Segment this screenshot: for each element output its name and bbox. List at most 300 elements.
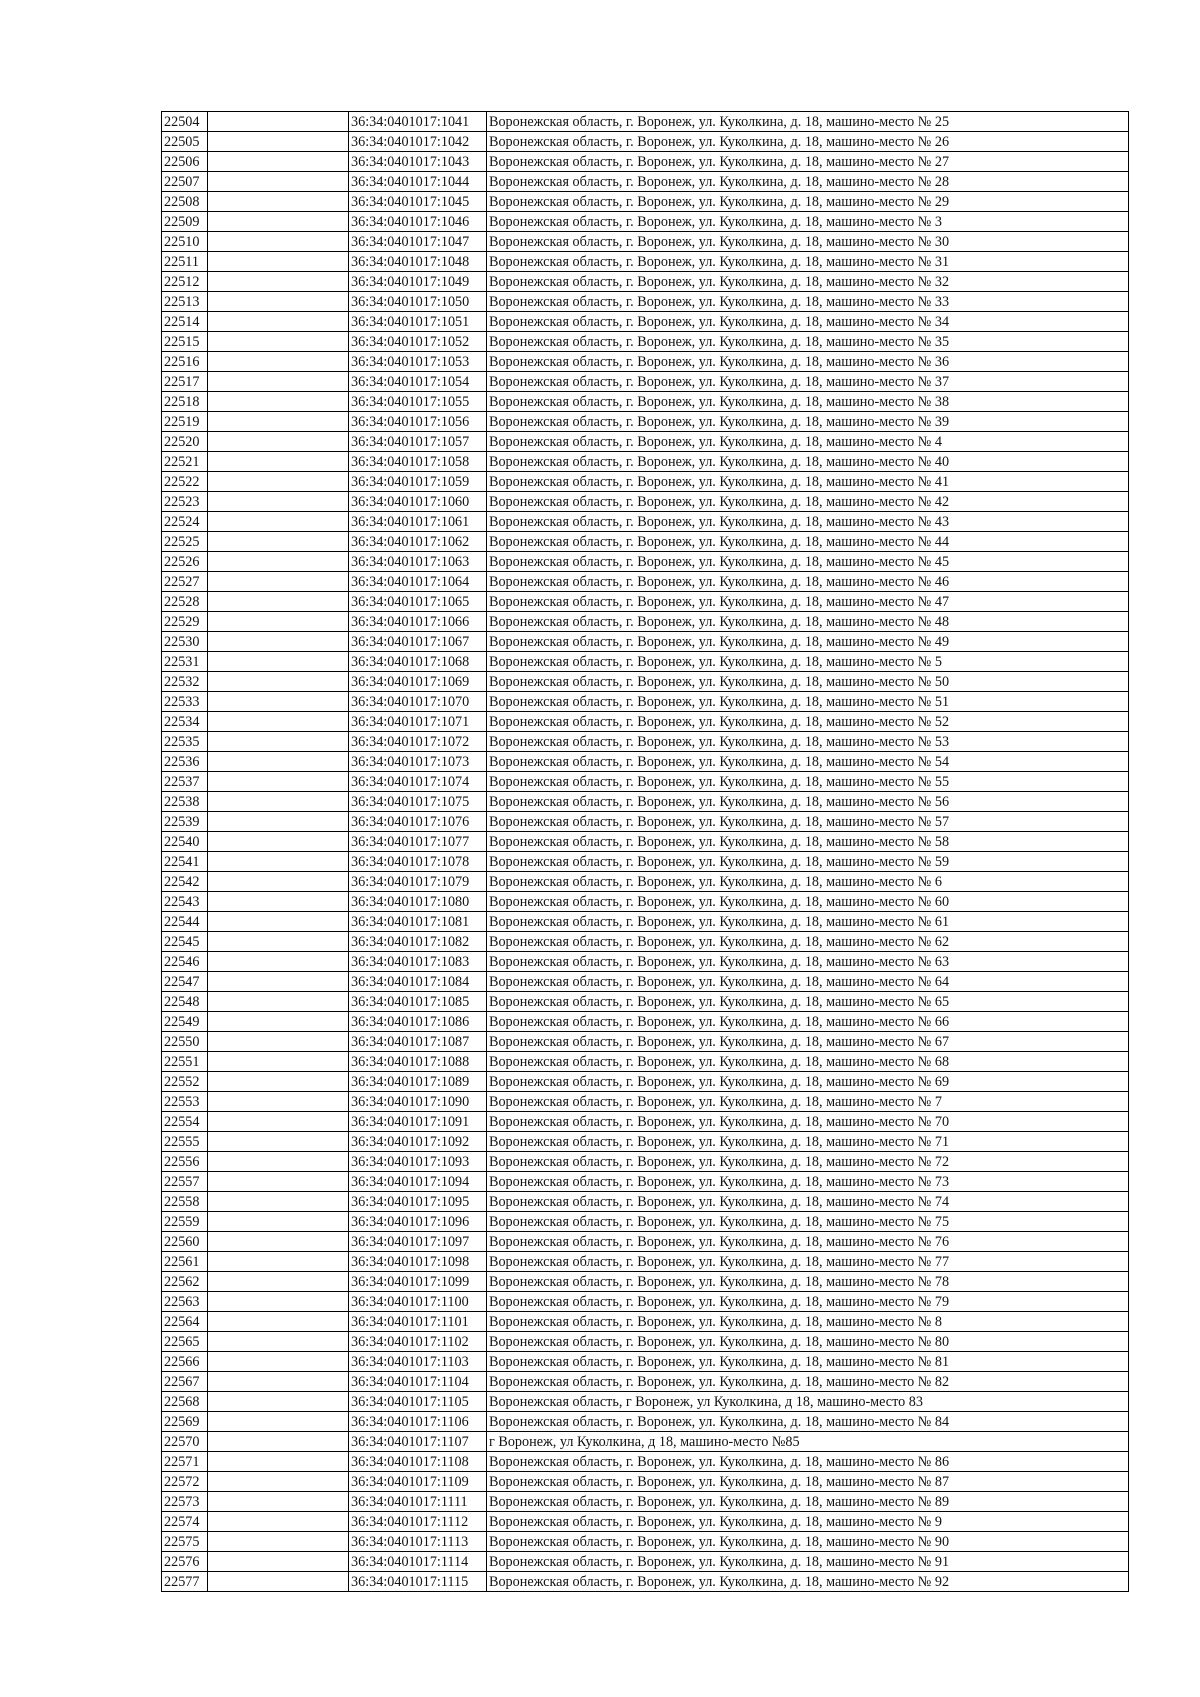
table-row bbox=[162, 112, 1129, 132]
row-number-cell: 22513 bbox=[162, 292, 208, 312]
row-number-cell: 22522 bbox=[162, 472, 208, 492]
cadastral-number-cell: 36:34:0401017:1114 bbox=[349, 1552, 487, 1572]
table-row bbox=[162, 1472, 1129, 1492]
row-number-cell: 22554 bbox=[162, 1112, 208, 1132]
address-cell: Воронежская область, г. Воронеж, ул. Куколкина, д. 18, машино-место № 45 bbox=[487, 552, 1129, 572]
table-row bbox=[162, 692, 1129, 712]
table-row bbox=[162, 552, 1129, 572]
row-number-cell: 22574 bbox=[162, 1512, 208, 1532]
address-cell: Воронежская область, г. Воронеж, ул. Куколкина, д. 18, машино-место № 71 bbox=[487, 1132, 1129, 1152]
row-number-cell: 22568 bbox=[162, 1392, 208, 1412]
cadastral-number-cell: 36:34:0401017:1051 bbox=[349, 312, 487, 332]
empty-cell bbox=[208, 232, 349, 252]
table-row bbox=[162, 632, 1129, 652]
empty-cell bbox=[208, 1252, 349, 1272]
table-row bbox=[162, 572, 1129, 592]
empty-cell bbox=[208, 1212, 349, 1232]
table-row bbox=[162, 1292, 1129, 1312]
cadastral-number-cell: 36:34:0401017:1068 bbox=[349, 652, 487, 672]
address-cell: Воронежская область, г. Воронеж, ул. Куколкина, д. 18, машино-место № 4 bbox=[487, 432, 1129, 452]
row-number-cell: 22573 bbox=[162, 1492, 208, 1512]
empty-cell bbox=[208, 672, 349, 692]
row-number-cell: 22547 bbox=[162, 972, 208, 992]
row-number-cell: 22537 bbox=[162, 772, 208, 792]
cadastral-number-cell: 36:34:0401017:1098 bbox=[349, 1252, 487, 1272]
cadastral-number-cell: 36:34:0401017:1094 bbox=[349, 1172, 487, 1192]
cadastral-number-cell: 36:34:0401017:1042 bbox=[349, 132, 487, 152]
table-row bbox=[162, 1012, 1129, 1032]
cadastral-number-cell: 36:34:0401017:1112 bbox=[349, 1512, 487, 1532]
cadastral-number-cell: 36:34:0401017:1097 bbox=[349, 1232, 487, 1252]
address-cell: Воронежская область, г. Воронеж, ул. Куколкина, д. 18, машино-место № 41 bbox=[487, 472, 1129, 492]
address-cell: Воронежская область, г. Воронеж, ул. Куколкина, д. 18, машино-место № 31 bbox=[487, 252, 1129, 272]
row-number-cell: 22569 bbox=[162, 1412, 208, 1432]
table-row bbox=[162, 1572, 1129, 1592]
address-cell: Воронежская область, г. Воронеж, ул. Куколкина, д. 18, машино-место № 37 bbox=[487, 372, 1129, 392]
empty-cell bbox=[208, 1452, 349, 1472]
table-row bbox=[162, 952, 1129, 972]
row-number-cell: 22514 bbox=[162, 312, 208, 332]
row-number-cell: 22519 bbox=[162, 412, 208, 432]
address-cell: Воронежская область, г. Воронеж, ул. Куколкина, д. 18, машино-место № 72 bbox=[487, 1152, 1129, 1172]
address-cell: Воронежская область, г. Воронеж, ул. Куколкина, д. 18, машино-место № 79 bbox=[487, 1292, 1129, 1312]
address-cell: Воронежская область, г. Воронеж, ул. Куколкина, д. 18, машино-место № 69 bbox=[487, 1072, 1129, 1092]
table-row bbox=[162, 412, 1129, 432]
empty-cell bbox=[208, 1192, 349, 1212]
empty-cell bbox=[208, 492, 349, 512]
row-number-cell: 22541 bbox=[162, 852, 208, 872]
empty-cell bbox=[208, 252, 349, 272]
table-row bbox=[162, 832, 1129, 852]
table-row bbox=[162, 1452, 1129, 1472]
address-cell: Воронежская область, г. Воронеж, ул. Куколкина, д. 18, машино-место № 89 bbox=[487, 1492, 1129, 1512]
cadastral-number-cell: 36:34:0401017:1062 bbox=[349, 532, 487, 552]
table-row bbox=[162, 292, 1129, 312]
row-number-cell: 22570 bbox=[162, 1432, 208, 1452]
table-row bbox=[162, 1112, 1129, 1132]
address-cell: Воронежская область, г. Воронеж, ул. Куколкина, д. 18, машино-место № 54 bbox=[487, 752, 1129, 772]
cadastral-number-cell: 36:34:0401017:1089 bbox=[349, 1072, 487, 1092]
table-row bbox=[162, 472, 1129, 492]
cadastral-number-cell: 36:34:0401017:1057 bbox=[349, 432, 487, 452]
empty-cell bbox=[208, 152, 349, 172]
address-cell: Воронежская область, г. Воронеж, ул. Куколкина, д. 18, машино-место № 63 bbox=[487, 952, 1129, 972]
empty-cell bbox=[208, 792, 349, 812]
table-row bbox=[162, 1432, 1129, 1452]
address-cell: Воронежская область, г. Воронеж, ул. Куколкина, д. 18, машино-место № 48 bbox=[487, 612, 1129, 632]
empty-cell bbox=[208, 452, 349, 472]
row-number-cell: 22510 bbox=[162, 232, 208, 252]
row-number-cell: 22550 bbox=[162, 1032, 208, 1052]
empty-cell bbox=[208, 112, 349, 132]
table-row bbox=[162, 332, 1129, 352]
cadastral-number-cell: 36:34:0401017:1074 bbox=[349, 772, 487, 792]
address-cell: Воронежская область, г. Воронеж, ул. Куколкина, д. 18, машино-место № 7 bbox=[487, 1092, 1129, 1112]
empty-cell bbox=[208, 812, 349, 832]
table-row bbox=[162, 392, 1129, 412]
table-row bbox=[162, 932, 1129, 952]
cadastral-number-cell: 36:34:0401017:1056 bbox=[349, 412, 487, 432]
empty-cell bbox=[208, 1112, 349, 1132]
address-cell: Воронежская область, г. Воронеж, ул. Куколкина, д. 18, машино-место № 78 bbox=[487, 1272, 1129, 1292]
table-row bbox=[162, 132, 1129, 152]
row-number-cell: 22559 bbox=[162, 1212, 208, 1232]
address-cell: Воронежская область, г. Воронеж, ул. Куколкина, д. 18, машино-место № 75 bbox=[487, 1212, 1129, 1232]
empty-cell bbox=[208, 1092, 349, 1112]
empty-cell bbox=[208, 772, 349, 792]
empty-cell bbox=[208, 1532, 349, 1552]
address-cell: Воронежская область, г. Воронеж, ул. Куколкина, д. 18, машино-место № 42 bbox=[487, 492, 1129, 512]
row-number-cell: 22504 bbox=[162, 112, 208, 132]
address-cell: Воронежская область, г. Воронеж, ул. Куколкина, д. 18, машино-место № 25 bbox=[487, 112, 1129, 132]
cadastral-number-cell: 36:34:0401017:1075 bbox=[349, 792, 487, 812]
cadastral-number-cell: 36:34:0401017:1052 bbox=[349, 332, 487, 352]
address-cell: Воронежская область, г. Воронеж, ул. Куколкина, д. 18, машино-место № 58 bbox=[487, 832, 1129, 852]
empty-cell bbox=[208, 1392, 349, 1412]
row-number-cell: 22523 bbox=[162, 492, 208, 512]
cadastral-number-cell: 36:34:0401017:1058 bbox=[349, 452, 487, 472]
empty-cell bbox=[208, 1512, 349, 1532]
empty-cell bbox=[208, 432, 349, 452]
empty-cell bbox=[208, 852, 349, 872]
table-row bbox=[162, 732, 1129, 752]
row-number-cell: 22542 bbox=[162, 872, 208, 892]
table-row bbox=[162, 1212, 1129, 1232]
cadastral-number-cell: 36:34:0401017:1077 bbox=[349, 832, 487, 852]
empty-cell bbox=[208, 612, 349, 632]
cadastral-number-cell: 36:34:0401017:1070 bbox=[349, 692, 487, 712]
empty-cell bbox=[208, 272, 349, 292]
row-number-cell: 22545 bbox=[162, 932, 208, 952]
row-number-cell: 22539 bbox=[162, 812, 208, 832]
cadastral-number-cell: 36:34:0401017:1104 bbox=[349, 1372, 487, 1392]
cadastral-number-cell: 36:34:0401017:1064 bbox=[349, 572, 487, 592]
address-cell: Воронежская область, г. Воронеж, ул. Куколкина, д. 18, машино-место № 67 bbox=[487, 1032, 1129, 1052]
empty-cell bbox=[208, 872, 349, 892]
empty-cell bbox=[208, 1032, 349, 1052]
address-cell: Воронежская область, г. Воронеж, ул. Куколкина, д. 18, машино-место № 74 bbox=[487, 1192, 1129, 1212]
cadastral-number-cell: 36:34:0401017:1079 bbox=[349, 872, 487, 892]
address-cell: Воронежская область, г Воронеж, ул Куколкина, д 18, машино-место 83 bbox=[487, 1392, 1129, 1412]
table-row bbox=[162, 972, 1129, 992]
empty-cell bbox=[208, 1412, 349, 1432]
row-number-cell: 22527 bbox=[162, 572, 208, 592]
table-row bbox=[162, 912, 1129, 932]
address-cell: Воронежская область, г. Воронеж, ул. Куколкина, д. 18, машино-место № 92 bbox=[487, 1572, 1129, 1592]
table-row bbox=[162, 312, 1129, 332]
row-number-cell: 22564 bbox=[162, 1312, 208, 1332]
table-row bbox=[162, 212, 1129, 232]
empty-cell bbox=[208, 1012, 349, 1032]
table-row bbox=[162, 272, 1129, 292]
row-number-cell: 22518 bbox=[162, 392, 208, 412]
registry-table-body bbox=[162, 112, 1129, 1592]
empty-cell bbox=[208, 692, 349, 712]
row-number-cell: 22521 bbox=[162, 452, 208, 472]
row-number-cell: 22515 bbox=[162, 332, 208, 352]
address-cell: Воронежская область, г. Воронеж, ул. Куколкина, д. 18, машино-место № 38 bbox=[487, 392, 1129, 412]
cadastral-number-cell: 36:34:0401017:1065 bbox=[349, 592, 487, 612]
table-row bbox=[162, 1252, 1129, 1272]
cadastral-number-cell: 36:34:0401017:1043 bbox=[349, 152, 487, 172]
table-row bbox=[162, 592, 1129, 612]
row-number-cell: 22546 bbox=[162, 952, 208, 972]
table-row bbox=[162, 352, 1129, 372]
row-number-cell: 22565 bbox=[162, 1332, 208, 1352]
cadastral-number-cell: 36:34:0401017:1076 bbox=[349, 812, 487, 832]
address-cell: Воронежская область, г. Воронеж, ул. Куколкина, д. 18, машино-место № 73 bbox=[487, 1172, 1129, 1192]
row-number-cell: 22558 bbox=[162, 1192, 208, 1212]
address-cell: Воронежская область, г. Воронеж, ул. Куколкина, д. 18, машино-место № 29 bbox=[487, 192, 1129, 212]
cadastral-number-cell: 36:34:0401017:1073 bbox=[349, 752, 487, 772]
cadastral-number-cell: 36:34:0401017:1044 bbox=[349, 172, 487, 192]
table-row bbox=[162, 532, 1129, 552]
empty-cell bbox=[208, 392, 349, 412]
empty-cell bbox=[208, 1052, 349, 1072]
empty-cell bbox=[208, 1132, 349, 1152]
cadastral-number-cell: 36:34:0401017:1102 bbox=[349, 1332, 487, 1352]
address-cell: Воронежская область, г. Воронеж, ул. Куколкина, д. 18, машино-место № 39 bbox=[487, 412, 1129, 432]
table-row bbox=[162, 1052, 1129, 1072]
address-cell: Воронежская область, г. Воронеж, ул. Куколкина, д. 18, машино-место № 30 bbox=[487, 232, 1129, 252]
row-number-cell: 22538 bbox=[162, 792, 208, 812]
cadastral-number-cell: 36:34:0401017:1055 bbox=[349, 392, 487, 412]
row-number-cell: 22561 bbox=[162, 1252, 208, 1272]
address-cell: Воронежская область, г. Воронеж, ул. Куколкина, д. 18, машино-место № 52 bbox=[487, 712, 1129, 732]
table-row bbox=[162, 1312, 1129, 1332]
row-number-cell: 22530 bbox=[162, 632, 208, 652]
address-cell: Воронежская область, г. Воронеж, ул. Куколкина, д. 18, машино-место № 76 bbox=[487, 1232, 1129, 1252]
empty-cell bbox=[208, 292, 349, 312]
cadastral-number-cell: 36:34:0401017:1082 bbox=[349, 932, 487, 952]
empty-cell bbox=[208, 572, 349, 592]
table-row bbox=[162, 1332, 1129, 1352]
row-number-cell: 22534 bbox=[162, 712, 208, 732]
row-number-cell: 22535 bbox=[162, 732, 208, 752]
address-cell: Воронежская область, г. Воронеж, ул. Куколкина, д. 18, машино-место № 90 bbox=[487, 1532, 1129, 1552]
cadastral-number-cell: 36:34:0401017:1099 bbox=[349, 1272, 487, 1292]
cadastral-number-cell: 36:34:0401017:1111 bbox=[349, 1492, 487, 1512]
row-number-cell: 22555 bbox=[162, 1132, 208, 1152]
empty-cell bbox=[208, 312, 349, 332]
table-row bbox=[162, 992, 1129, 1012]
address-cell: Воронежская область, г. Воронеж, ул. Куколкина, д. 18, машино-место № 35 bbox=[487, 332, 1129, 352]
row-number-cell: 22512 bbox=[162, 272, 208, 292]
cadastral-number-cell: 36:34:0401017:1063 bbox=[349, 552, 487, 572]
empty-cell bbox=[208, 1332, 349, 1352]
empty-cell bbox=[208, 1172, 349, 1192]
row-number-cell: 22529 bbox=[162, 612, 208, 632]
empty-cell bbox=[208, 472, 349, 492]
table-row bbox=[162, 1092, 1129, 1112]
address-cell: Воронежская область, г. Воронеж, ул. Куколкина, д. 18, машино-место № 26 bbox=[487, 132, 1129, 152]
address-cell: Воронежская область, г. Воронеж, ул. Куколкина, д. 18, машино-место № 34 bbox=[487, 312, 1129, 332]
table-row bbox=[162, 752, 1129, 772]
cadastral-number-cell: 36:34:0401017:1091 bbox=[349, 1112, 487, 1132]
cadastral-number-cell: 36:34:0401017:1093 bbox=[349, 1152, 487, 1172]
cadastral-number-cell: 36:34:0401017:1103 bbox=[349, 1352, 487, 1372]
address-cell: Воронежская область, г. Воронеж, ул. Куколкина, д. 18, машино-место № 44 bbox=[487, 532, 1129, 552]
address-cell: Воронежская область, г. Воронеж, ул. Куколкина, д. 18, машино-место № 55 bbox=[487, 772, 1129, 792]
address-cell: Воронежская область, г. Воронеж, ул. Куколкина, д. 18, машино-место № 81 bbox=[487, 1352, 1129, 1372]
cadastral-number-cell: 36:34:0401017:1053 bbox=[349, 352, 487, 372]
address-cell: Воронежская область, г. Воронеж, ул. Куколкина, д. 18, машино-место № 50 bbox=[487, 672, 1129, 692]
address-cell: Воронежская область, г. Воронеж, ул. Куколкина, д. 18, машино-место № 51 bbox=[487, 692, 1129, 712]
cadastral-number-cell: 36:34:0401017:1071 bbox=[349, 712, 487, 732]
cadastral-number-cell: 36:34:0401017:1047 bbox=[349, 232, 487, 252]
cadastral-number-cell: 36:34:0401017:1108 bbox=[349, 1452, 487, 1472]
empty-cell bbox=[208, 1072, 349, 1092]
row-number-cell: 22517 bbox=[162, 372, 208, 392]
cadastral-number-cell: 36:34:0401017:1061 bbox=[349, 512, 487, 532]
empty-cell bbox=[208, 192, 349, 212]
cadastral-number-cell: 36:34:0401017:1083 bbox=[349, 952, 487, 972]
row-number-cell: 22525 bbox=[162, 532, 208, 552]
address-cell: Воронежская область, г. Воронеж, ул. Куколкина, д. 18, машино-место № 64 bbox=[487, 972, 1129, 992]
table-row bbox=[162, 1412, 1129, 1432]
cadastral-number-cell: 36:34:0401017:1080 bbox=[349, 892, 487, 912]
row-number-cell: 22531 bbox=[162, 652, 208, 672]
row-number-cell: 22506 bbox=[162, 152, 208, 172]
empty-cell bbox=[208, 1272, 349, 1292]
address-cell: Воронежская область, г. Воронеж, ул. Куколкина, д. 18, машино-место № 61 bbox=[487, 912, 1129, 932]
table-row bbox=[162, 1552, 1129, 1572]
table-row bbox=[162, 672, 1129, 692]
address-cell: Воронежская область, г. Воронеж, ул. Куколкина, д. 18, машино-место № 62 bbox=[487, 932, 1129, 952]
cadastral-number-cell: 36:34:0401017:1054 bbox=[349, 372, 487, 392]
table-row bbox=[162, 612, 1129, 632]
row-number-cell: 22544 bbox=[162, 912, 208, 932]
address-cell: Воронежская область, г. Воронеж, ул. Куколкина, д. 18, машино-место № 86 bbox=[487, 1452, 1129, 1472]
row-number-cell: 22524 bbox=[162, 512, 208, 532]
address-cell: Воронежская область, г. Воронеж, ул. Куколкина, д. 18, машино-место № 9 bbox=[487, 1512, 1129, 1532]
address-cell: Воронежская область, г. Воронеж, ул. Куколкина, д. 18, машино-место № 84 bbox=[487, 1412, 1129, 1432]
cadastral-number-cell: 36:34:0401017:1106 bbox=[349, 1412, 487, 1432]
table-row bbox=[162, 1172, 1129, 1192]
empty-cell bbox=[208, 1372, 349, 1392]
row-number-cell: 22556 bbox=[162, 1152, 208, 1172]
cadastral-number-cell: 36:34:0401017:1105 bbox=[349, 1392, 487, 1412]
address-cell: Воронежская область, г. Воронеж, ул. Куколкина, д. 18, машино-место № 82 bbox=[487, 1372, 1129, 1392]
table-row bbox=[162, 1152, 1129, 1172]
empty-cell bbox=[208, 592, 349, 612]
table-row bbox=[162, 1512, 1129, 1532]
empty-cell bbox=[208, 1232, 349, 1252]
empty-cell bbox=[208, 1152, 349, 1172]
table-row bbox=[162, 1232, 1129, 1252]
cadastral-number-cell: 36:34:0401017:1045 bbox=[349, 192, 487, 212]
row-number-cell: 22571 bbox=[162, 1452, 208, 1472]
row-number-cell: 22540 bbox=[162, 832, 208, 852]
address-cell: Воронежская область, г. Воронеж, ул. Куколкина, д. 18, машино-место № 28 bbox=[487, 172, 1129, 192]
address-cell: Воронежская область, г. Воронеж, ул. Куколкина, д. 18, машино-место № 49 bbox=[487, 632, 1129, 652]
row-number-cell: 22560 bbox=[162, 1232, 208, 1252]
table-row bbox=[162, 1192, 1129, 1212]
table-row bbox=[162, 172, 1129, 192]
row-number-cell: 22533 bbox=[162, 692, 208, 712]
cadastral-number-cell: 36:34:0401017:1085 bbox=[349, 992, 487, 1012]
table-row bbox=[162, 252, 1129, 272]
table-row bbox=[162, 652, 1129, 672]
cadastral-number-cell: 36:34:0401017:1078 bbox=[349, 852, 487, 872]
cadastral-number-cell: 36:34:0401017:1101 bbox=[349, 1312, 487, 1332]
table-row bbox=[162, 852, 1129, 872]
empty-cell bbox=[208, 652, 349, 672]
row-number-cell: 22520 bbox=[162, 432, 208, 452]
address-cell: Воронежская область, г. Воронеж, ул. Куколкина, д. 18, машино-место № 46 bbox=[487, 572, 1129, 592]
address-cell: Воронежская область, г. Воронеж, ул. Куколкина, д. 18, машино-место № 8 bbox=[487, 1312, 1129, 1332]
empty-cell bbox=[208, 912, 349, 932]
empty-cell bbox=[208, 132, 349, 152]
row-number-cell: 22532 bbox=[162, 672, 208, 692]
address-cell: Воронежская область, г. Воронеж, ул. Куколкина, д. 18, машино-место № 47 bbox=[487, 592, 1129, 612]
cadastral-number-cell: 36:34:0401017:1113 bbox=[349, 1532, 487, 1552]
row-number-cell: 22505 bbox=[162, 132, 208, 152]
row-number-cell: 22551 bbox=[162, 1052, 208, 1072]
empty-cell bbox=[208, 532, 349, 552]
address-cell: Воронежская область, г. Воронеж, ул. Куколкина, д. 18, машино-место № 68 bbox=[487, 1052, 1129, 1072]
empty-cell bbox=[208, 1552, 349, 1572]
table-row bbox=[162, 192, 1129, 212]
empty-cell bbox=[208, 892, 349, 912]
table-row bbox=[162, 492, 1129, 512]
row-number-cell: 22562 bbox=[162, 1272, 208, 1292]
row-number-cell: 22543 bbox=[162, 892, 208, 912]
empty-cell bbox=[208, 172, 349, 192]
address-cell: Воронежская область, г. Воронеж, ул. Куколкина, д. 18, машино-место № 77 bbox=[487, 1252, 1129, 1272]
table-row bbox=[162, 812, 1129, 832]
cadastral-number-cell: 36:34:0401017:1049 bbox=[349, 272, 487, 292]
table-row bbox=[162, 1372, 1129, 1392]
empty-cell bbox=[208, 972, 349, 992]
table-row bbox=[162, 1392, 1129, 1412]
row-number-cell: 22536 bbox=[162, 752, 208, 772]
cadastral-number-cell: 36:34:0401017:1072 bbox=[349, 732, 487, 752]
empty-cell bbox=[208, 332, 349, 352]
table-row bbox=[162, 452, 1129, 472]
cadastral-number-cell: 36:34:0401017:1060 bbox=[349, 492, 487, 512]
row-number-cell: 22572 bbox=[162, 1472, 208, 1492]
empty-cell bbox=[208, 952, 349, 972]
address-cell: Воронежская область, г. Воронеж, ул. Куколкина, д. 18, машино-место № 5 bbox=[487, 652, 1129, 672]
table-row bbox=[162, 1072, 1129, 1092]
row-number-cell: 22526 bbox=[162, 552, 208, 572]
empty-cell bbox=[208, 552, 349, 572]
empty-cell bbox=[208, 992, 349, 1012]
cadastral-number-cell: 36:34:0401017:1087 bbox=[349, 1032, 487, 1052]
address-cell: Воронежская область, г. Воронеж, ул. Куколкина, д. 18, машино-место № 33 bbox=[487, 292, 1129, 312]
table-row bbox=[162, 1492, 1129, 1512]
cadastral-number-cell: 36:34:0401017:1041 bbox=[349, 112, 487, 132]
row-number-cell: 22509 bbox=[162, 212, 208, 232]
row-number-cell: 22552 bbox=[162, 1072, 208, 1092]
row-number-cell: 22567 bbox=[162, 1372, 208, 1392]
empty-cell bbox=[208, 932, 349, 952]
cadastral-number-cell: 36:34:0401017:1067 bbox=[349, 632, 487, 652]
empty-cell bbox=[208, 352, 349, 372]
address-cell: Воронежская область, г. Воронеж, ул. Куколкина, д. 18, машино-место № 36 bbox=[487, 352, 1129, 372]
address-cell: Воронежская область, г. Воронеж, ул. Куколкина, д. 18, машино-место № 40 bbox=[487, 452, 1129, 472]
address-cell: Воронежская область, г. Воронеж, ул. Куколкина, д. 18, машино-место № 56 bbox=[487, 792, 1129, 812]
table-row bbox=[162, 712, 1129, 732]
row-number-cell: 22553 bbox=[162, 1092, 208, 1112]
row-number-cell: 22528 bbox=[162, 592, 208, 612]
table-row bbox=[162, 1132, 1129, 1152]
cadastral-number-cell: 36:34:0401017:1066 bbox=[349, 612, 487, 632]
address-cell: г Воронеж, ул Куколкина, д 18, машино-место №85 bbox=[487, 1432, 1129, 1452]
table-row bbox=[162, 1352, 1129, 1372]
empty-cell bbox=[208, 1492, 349, 1512]
